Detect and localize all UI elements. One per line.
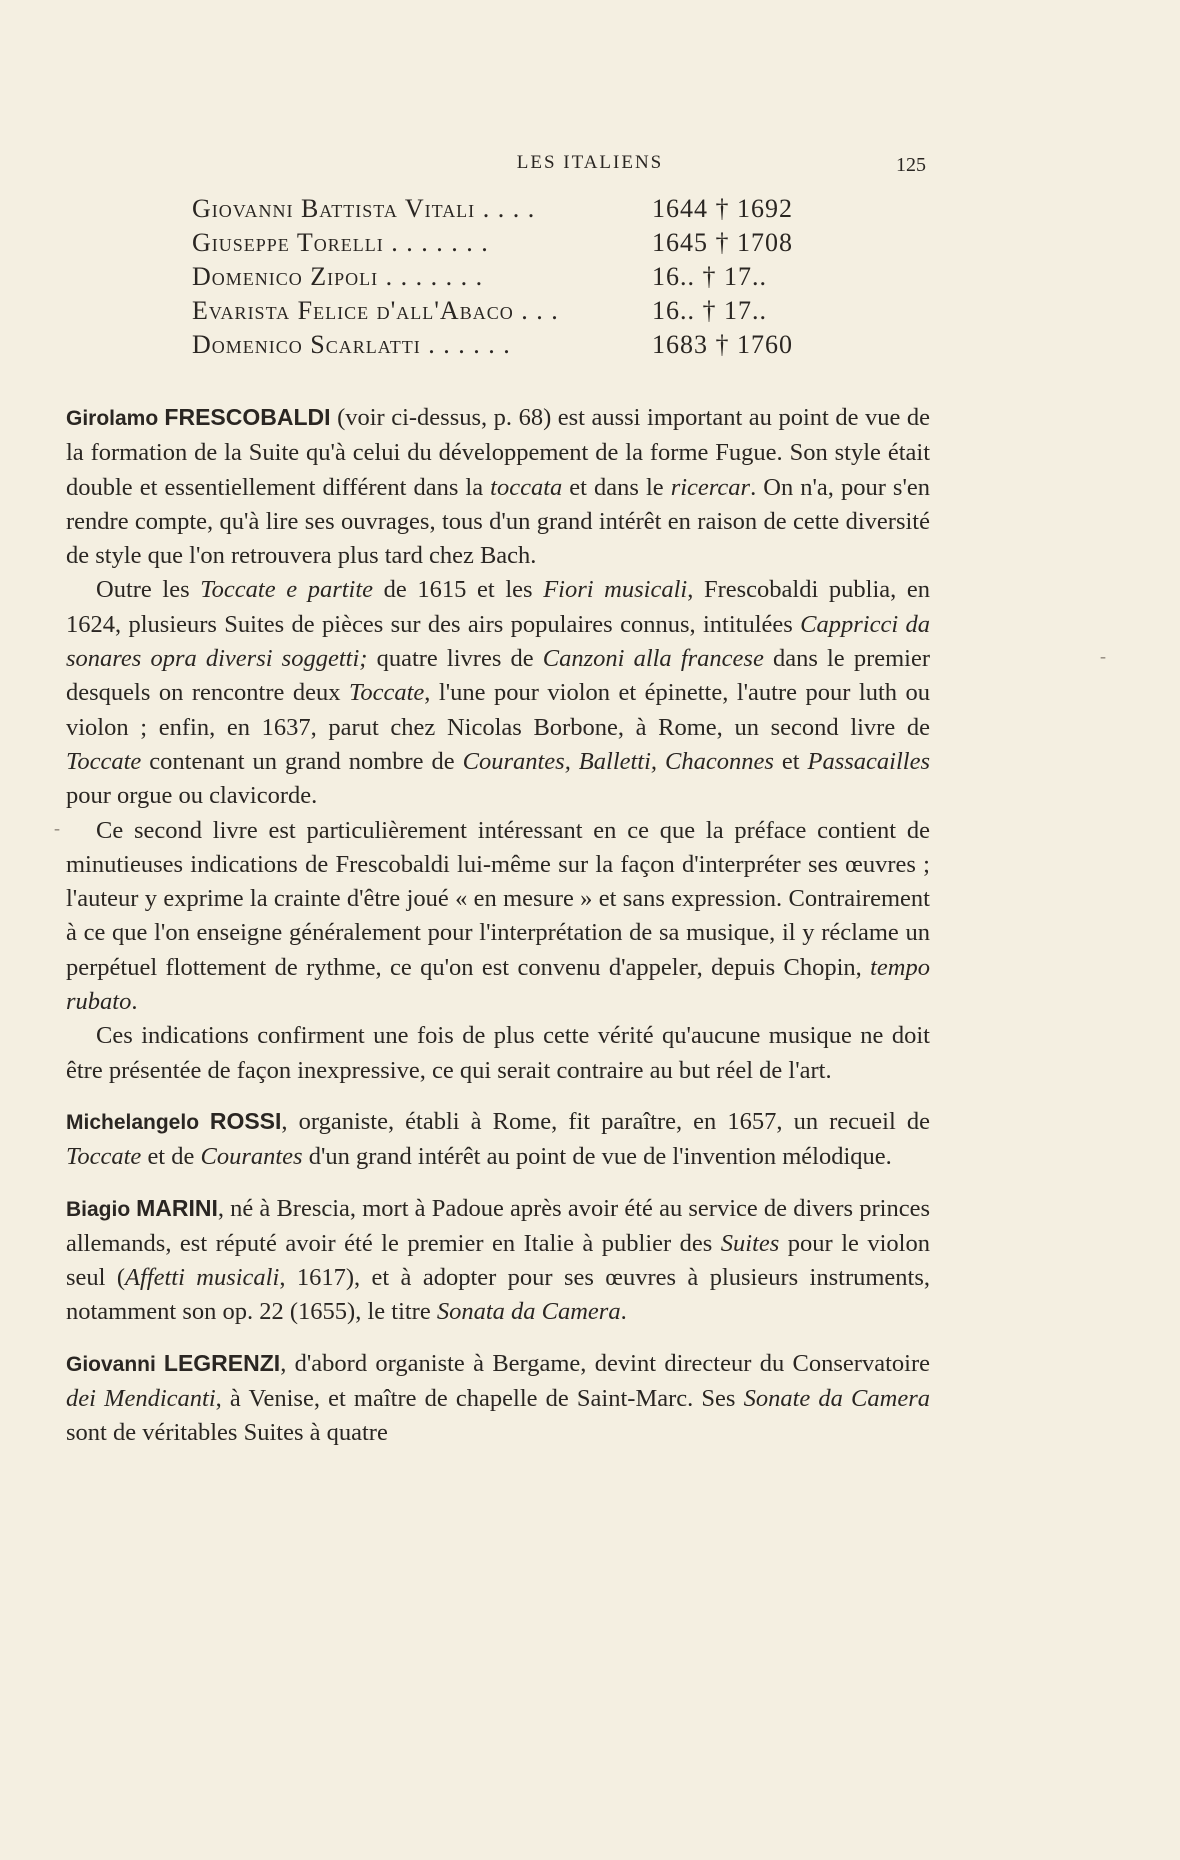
margin-mark-left: - <box>54 818 60 838</box>
paragraph-frescobaldi-works: Outre les Toccate e partite de 1615 et les Fiori musicali, Frescobaldi publia, en 1624, plusieurs Suites de pièces sur des airs populaires connus, intitulées Cappricci da sonares opra diversi soggetti; quatre livres de Canzoni alla francese dans le premier desquels on rencontre deux Toccate, l'une pour violon et épinette, l'autre pour luth ou violon ; enfin, en 1637, parut chez Nicolas Borbone, à Rome, un second livre de Toccate contenant un grand nombre de Courantes, Balletti, Chaconnes et Passacailles pour orgue ou clavicorde. <box>66 576 931 810</box>
composer-dates: 16.. † 17.. <box>652 296 767 325</box>
page-number: 125 <box>896 154 926 176</box>
margin-mark-right: - <box>1100 646 1106 666</box>
composer-name: Giuseppe Torelli <box>192 228 384 257</box>
composer-list <box>192 192 832 362</box>
dot-leader: . . . . . . . <box>385 262 484 291</box>
paragraph-marini: Biagio MARINI, né à Brescia, mort à Padoue après avoir été au service de divers princes allemands, est réputé avoir été le premier en Italie à publier des Suites pour le violon seul (Affetti musicali, 1617), et à adopter pour ses œuvres à plusieurs instruments, notamment son op. 22 (1655), le titre Sonata da Camera. <box>66 1194 931 1326</box>
dot-leader: . . . . . . . <box>391 228 489 257</box>
dot-leader: . . . . . . <box>428 330 511 359</box>
composer-dates: 16.. † 17.. <box>652 262 767 291</box>
entry-heading: Girolamo FRESCOBALDI <box>66 404 331 430</box>
dot-leader: . . . . <box>475 194 536 223</box>
composer-dates: 1644 † 1692 <box>652 194 793 223</box>
composer-row <box>192 226 832 260</box>
entry-heading: Michelangelo ROSSI <box>66 1107 282 1134</box>
composer-row <box>192 328 832 362</box>
composer-name: Giovanni Battista Vitali <box>192 194 476 223</box>
entry-heading: Biagio MARINI <box>66 1194 218 1221</box>
composer-row <box>192 192 832 226</box>
paragraph-legrenzi: Giovanni LEGRENZI, d'abord organiste à Bergame, devint directeur du Conservatoire dei Mendicanti, à Venise, et maître de chapelle de Saint-Marc. Ses Sonate da Camera sont de véritables Suites à quatre <box>66 1349 930 1447</box>
composer-dates: 1683 † 1760 <box>652 330 793 359</box>
composer-name: Domenico Zipoli <box>192 262 379 291</box>
composer-row <box>192 260 832 294</box>
paragraph-second-book: Ce second livre est particulièrement intéressant en ce que la préface contient de minutieuses indications de Frescobaldi lui-même sur la façon d'interpréter ses œuvres ; l'auteur y exprime la crainte d'être joué « en mesure » et sans expression. Contrairement à ce que l'on enseigne généralement pour l'interprétation de sa musique, il y réclame un perpétuel flottement de rythme, ce qu'on est convenu d'appeler, depuis Chopin, tempo rubato. <box>66 816 930 1016</box>
paragraph-frescobaldi: Girolamo FRESCOBALDI (voir ci-dessus, p. 68) est aussi important au point de vue de la formation de la Suite qu'à celui du développement de la forme Fugue. Son style était double et essentiellement différent dans la toccata et dans le ricercar. On n'a, pour s'en rendre compte, qu'à lire ses ouvrages, tous d'un grand intérêt en raison de cette diversité de style que l'on retrouvera plus tard chez Bach. <box>66 404 930 570</box>
running-title: LES ITALIENS <box>516 152 664 173</box>
composer-row <box>192 294 832 328</box>
paragraph-indications: Ces indications confirment une fois de plus cette vérité qu'aucune musique ne doit être présentée de façon inexpressive, ce qui serait contraire au but réel de l'art. <box>66 1022 930 1084</box>
composer-dates: 1645 † 1708 <box>652 228 793 257</box>
composer-name: Domenico Scarlatti <box>192 330 421 359</box>
paragraph-rossi: Michelangelo ROSSI, organiste, établi à Rome, fit paraître, en 1657, un recueil de Toccate et de Courantes d'un grand intérêt au point de vue de l'invention mélodique. <box>66 1107 930 1171</box>
body-text <box>66 400 930 1451</box>
dot-leader: . . . <box>521 296 559 325</box>
composer-name: Evarista Felice d'all'Abaco <box>192 296 514 325</box>
entry-heading: Giovanni LEGRENZI <box>66 1349 281 1376</box>
